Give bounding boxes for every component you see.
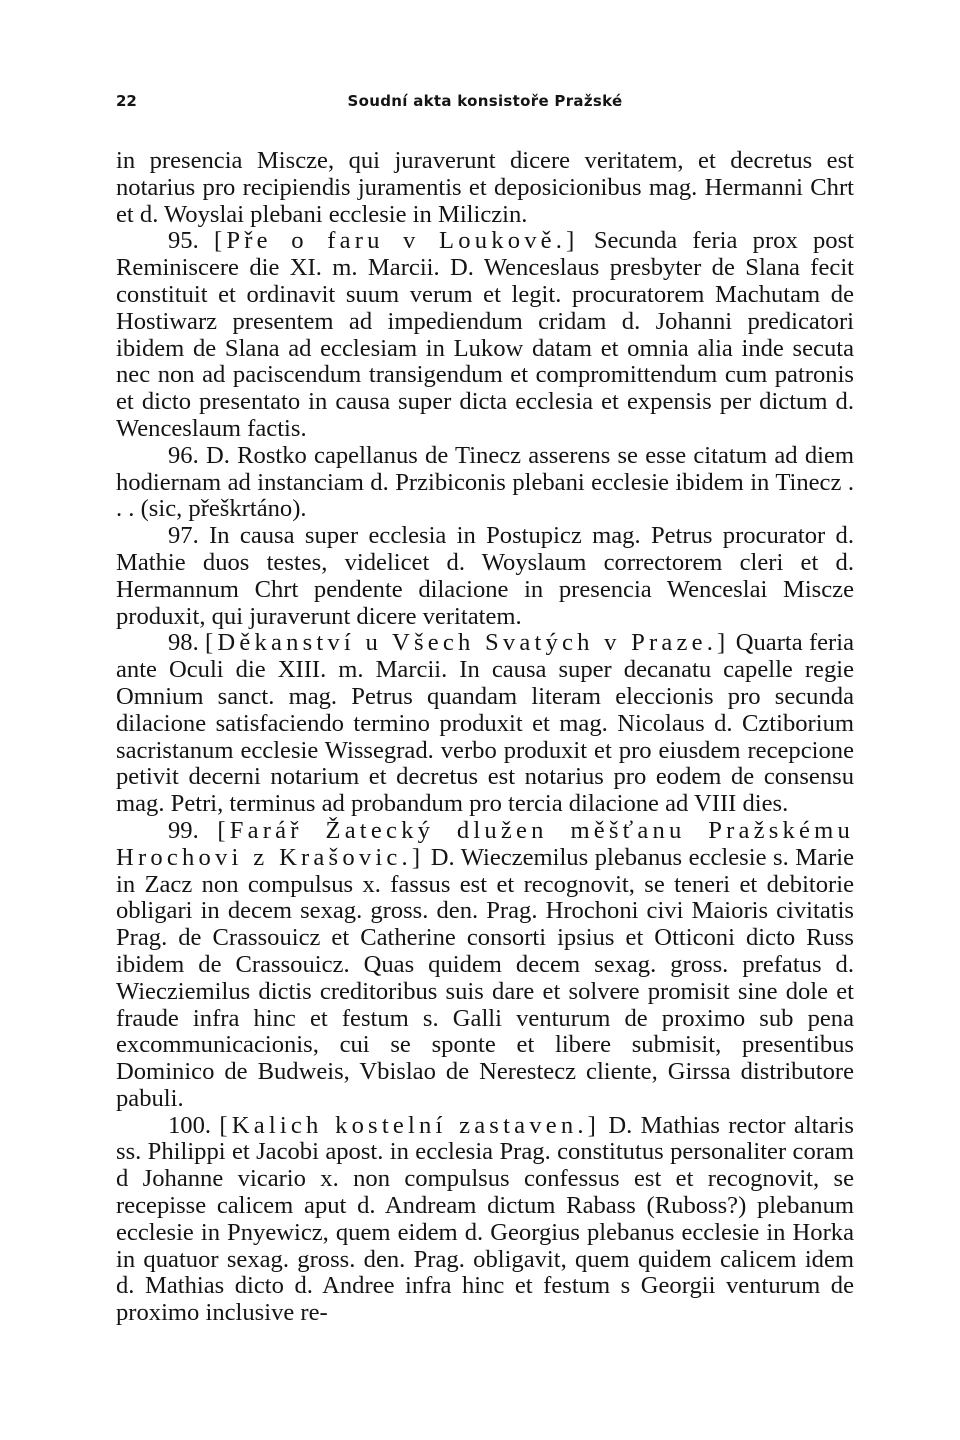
body-text (116, 148, 854, 1327)
paragraph-text: in presencia Miscze, qui juraverunt dicere veritatem, et decretus est notarius pro recipiendis juramentis et deposicionibus mag. Hermanni Chrt et d. Woyslai plebani ecclesie in Miliczin. (116, 147, 854, 228)
entry-text: D. Rostko capellanus de Tinecz asserens se esse citatum ad diem hodiernam ad instanciam d. Przibiconis plebani ecclesie ibidem in Tinecz . . . (sic, přeškrtáno). (116, 441, 854, 523)
entry-number: 96. (168, 441, 199, 469)
page-number: 22 (116, 92, 137, 110)
entry-heading: [Pře o faru v Loukově.] (214, 227, 579, 255)
entry-number: 98. (168, 629, 199, 657)
entry-text: In causa super ecclesia in Postupicz mag. Petrus procurator d. Mathie duos testes, videlicet d. Woyslaum correctorem cleri et d. Hermannum Chrt pendente dilacione in presencia Wenceslai Miscze produxit, qui juraverunt dicere veritatem. (116, 522, 854, 630)
entry-text: Secunda feria prox post Reminiscere die XI. m. Marcii. D. Wenceslaus presbyter de Slana fecit constituit et ordinavit suum verum et legit. procuratorem Machutam de Hostiwarz presentem ad impediendum cridam d. Johanni predicatori ibidem de Slana ad ecclesiam in Lukow datam et omnia alia inde secuta nec non ad paciscendum transigendum et compromittendum cum patronis et dicto presentato in causa super dicta ecclesia et expensis per dictum d. Wenceslaum factis. (116, 227, 855, 442)
entry-text: D. Mathias rector altaris ss. Philippi et Jacobi apost. in ecclesia Prag. constitutus personaliter coram d Johanne vicario x. non compulsus confessus est et recognovit, se recepisse calicem aput d. Andream dictum Rabass (Ruboss?) plebanum ecclesie in Pnyewicz, quem eidem d. Georgius plebanus ecclesie in Horka in quatuor sexag. gross. den. Prag. obligavit, quem quidem calicem idem d. Mathias dicto d. Andree infra hinc et festum s Georgii venturum de proximo inclusive re- (116, 1111, 854, 1327)
entry-text: Quarta feria ante Oculi die XIII. m. Marcii. In causa super decanatu capelle regie Omnium sanct. mag. Petrus quandam literam eleccionis pro secunda dilacione satisfaciendo termino produxit et mag. Nicolaus d. Cztiborium sacristanum ecclesie Wissegrad. verbo produxit et pro eiusdem recepcione petivit decerni notarium et decretus est notarius pro eodem de consensu mag. Petri, terminus ad probandum pro tercia dilacione ad VIII dies. (116, 629, 854, 818)
entry-100 (116, 1113, 854, 1327)
running-head (116, 88, 854, 124)
entry-heading: [Farář Žatecký dlužen měšťanu Pražskému Hrochovi z Krašovic.] (116, 816, 854, 871)
continued-paragraph (116, 148, 854, 228)
running-title: Soudní akta konsistoře Pražské (347, 92, 623, 110)
entry-heading: [Děkanství u Všech Svatých v Praze.] (205, 629, 730, 657)
entry-number: 99. (168, 816, 199, 844)
entry-heading: [Kalich kostelní zastaven.] (219, 1111, 601, 1139)
entry-98 (116, 630, 854, 818)
entry-number: 100. (168, 1111, 212, 1139)
entry-95 (116, 228, 854, 442)
entry-number: 97. (168, 522, 199, 550)
entry-number: 95. (168, 227, 199, 255)
entry-97 (116, 523, 854, 630)
entry-text: D. Wieczemilus plebanus ecclesie s. Marie in Zacz non compulsus x. fassus est et recognovit, se teneri et debitorie obligari in decem sexag. gross. den. Prag. Hrochoni civi Maioris civitatis Prag. de Crassouicz et Catherine consorti ipsius et Otticoni dicto Russ ibidem de Crassouicz. Quas quidem decem sexag. gross. prefatus d. Wiecziemilus dictis creditoribus suis dare et solvere promisit sine dole et fraude infra hinc et festum s. Galli venturum de proximo sub pena excommunicacionis, cui se sponte et libere submisit, presentibus Dominico de Budweis, Vbislao de Nerestecz cliente, Girssa distributore pabuli. (116, 843, 855, 1112)
book-page (116, 88, 854, 1327)
entry-96 (116, 443, 854, 523)
entry-99 (116, 818, 854, 1113)
